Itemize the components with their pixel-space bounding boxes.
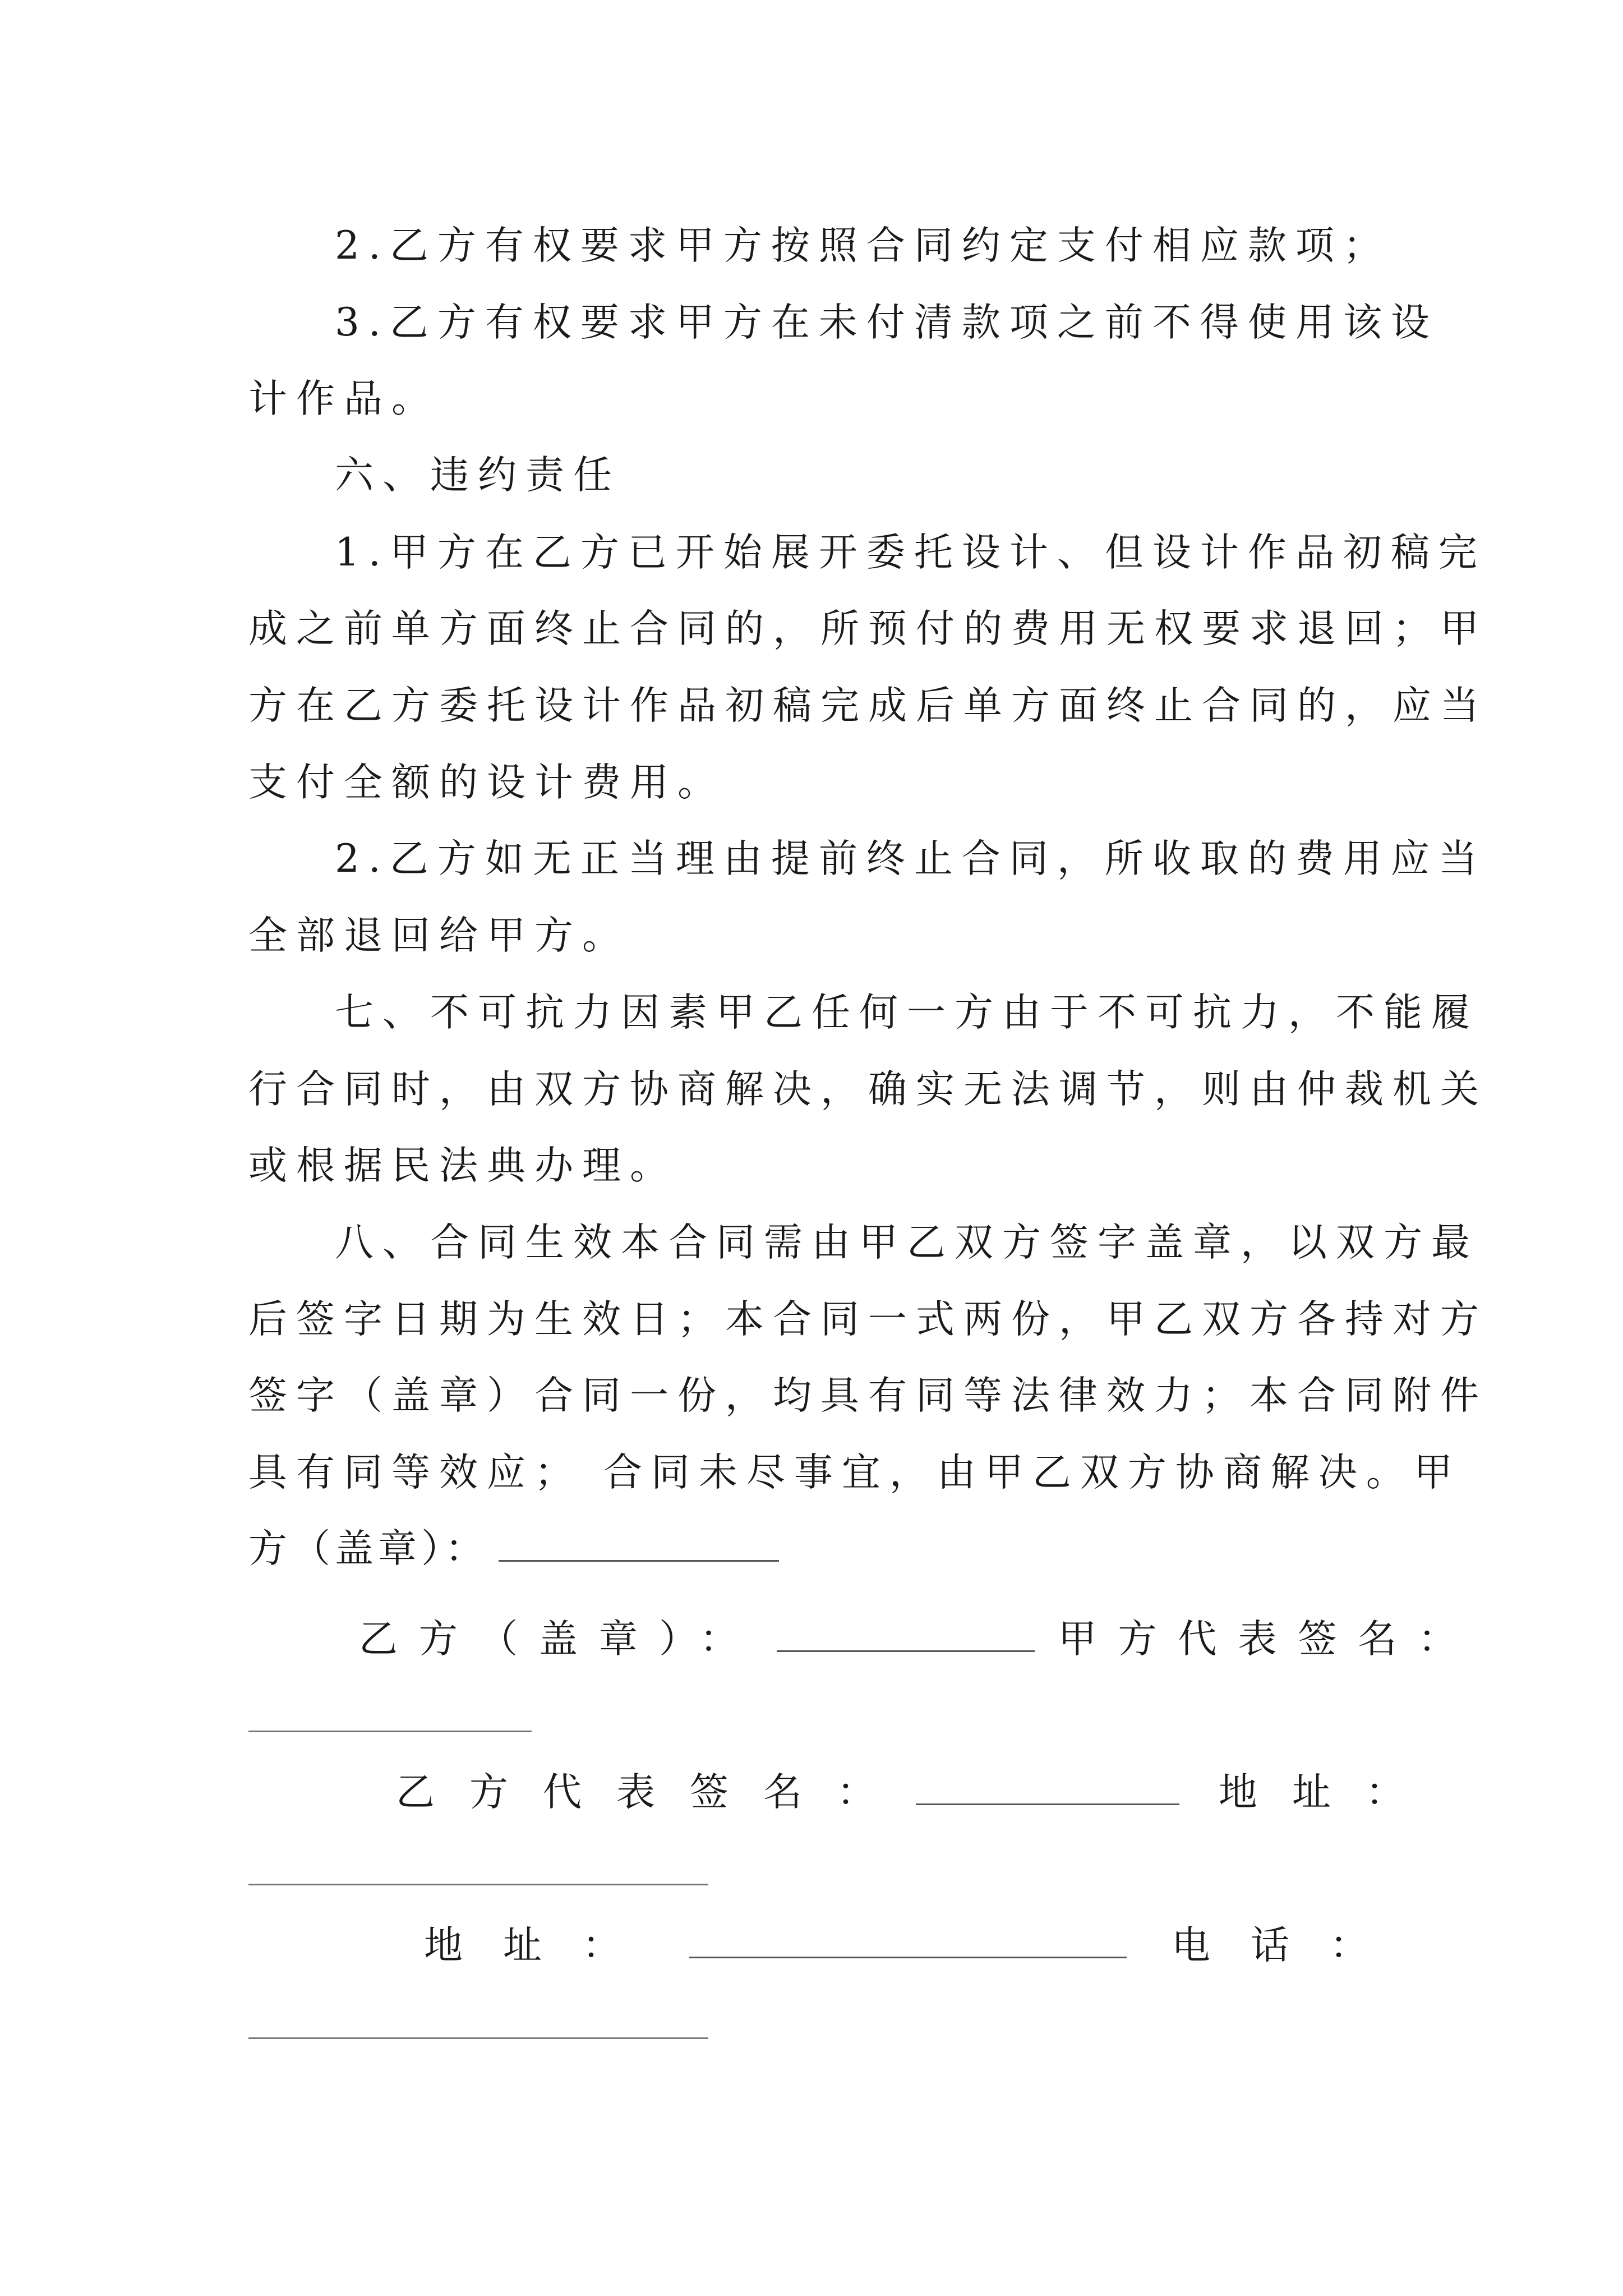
party-b-seal-blank[interactable] xyxy=(777,1645,1035,1652)
paragraph-effect-line-4: 具有同等效应； 合同未尽事宜，由甲乙双方协商解决。甲 xyxy=(248,1450,1461,1495)
paragraph-breach-1-line-2: 成之前单方面终止合同的，所预付的费用无权要求退回；甲 xyxy=(248,606,1488,651)
paragraph-force-majeure-line-3: 或根据民法典办理。 xyxy=(248,1143,677,1188)
paragraph-breach-1-line-4: 支付全额的设计费用。 xyxy=(248,760,725,805)
signature-line-party-b-seal xyxy=(359,1614,1478,1664)
paragraph-party-b-right-2: 2.乙方有权要求甲方按照合同约定支付相应款项； xyxy=(335,223,1391,268)
paragraph-effect-line-1: 八、合同生效本合同需由甲乙双方签字盖章，以双方最 xyxy=(335,1220,1479,1265)
paragraph-breach-2-line-2: 全部退回给甲方。 xyxy=(248,913,630,958)
paragraph-breach-1-line-1: 1.甲方在乙方已开始展开委托设计、但设计作品初稿完 xyxy=(335,530,1486,575)
paragraph-party-b-right-3-line-1: 3.乙方有权要求甲方在未付清款项之前不得使用该设 xyxy=(335,300,1438,345)
paragraph-effect-line-2: 后签字日期为生效日；本合同一式两份，甲乙双方各持对方 xyxy=(248,1297,1488,1342)
address-b-blank[interactable] xyxy=(689,1951,1127,1958)
paragraph-breach-2-line-1: 2.乙方如无正当理由提前终止合同，所收取的费用应当 xyxy=(335,836,1486,881)
party-a-seal-label: 方（盖章）： xyxy=(248,1526,488,1571)
party-a-rep-label: 甲方代表签名： xyxy=(1058,1617,1478,1662)
signature-line-party-a-seal xyxy=(248,1524,1387,1574)
party-a-seal-blank[interactable] xyxy=(499,1554,779,1562)
address-b-label: 地址： xyxy=(424,1923,661,1968)
paragraph-force-majeure-line-1: 七、不可抗力因素甲乙任何一方由于不可抗力，不能履 xyxy=(335,990,1479,1035)
party-a-rep-blank[interactable] xyxy=(248,1731,532,1732)
address-a-label: 地址： xyxy=(1219,1770,1439,1815)
section-heading-breach: 六、违约责任 xyxy=(335,453,621,498)
party-b-rep-blank[interactable] xyxy=(916,1798,1179,1805)
phone-blank[interactable] xyxy=(248,2037,708,2039)
paragraph-party-b-right-3-line-2: 计作品。 xyxy=(248,376,439,421)
paragraph-effect-line-3: 签字（盖章）合同一份，均具有同等法律效力；本合同附件 xyxy=(248,1373,1488,1418)
signature-line-address xyxy=(424,1920,1409,1971)
paragraph-breach-1-line-3: 方在乙方委托设计作品初稿完成后单方面终止合同的，应当 xyxy=(248,683,1488,728)
signature-line-party-b-rep xyxy=(396,1767,1439,1818)
phone-label: 电话： xyxy=(1172,1923,1409,1968)
party-b-rep-label: 乙方代表签名： xyxy=(396,1770,910,1815)
paragraph-force-majeure-line-2: 行合同时，由双方协商解决，确实无法调节，则由仲裁机关 xyxy=(248,1067,1488,1112)
address-a-blank[interactable] xyxy=(248,1884,708,1885)
party-b-seal-label: 乙方（盖章）： xyxy=(359,1617,760,1662)
